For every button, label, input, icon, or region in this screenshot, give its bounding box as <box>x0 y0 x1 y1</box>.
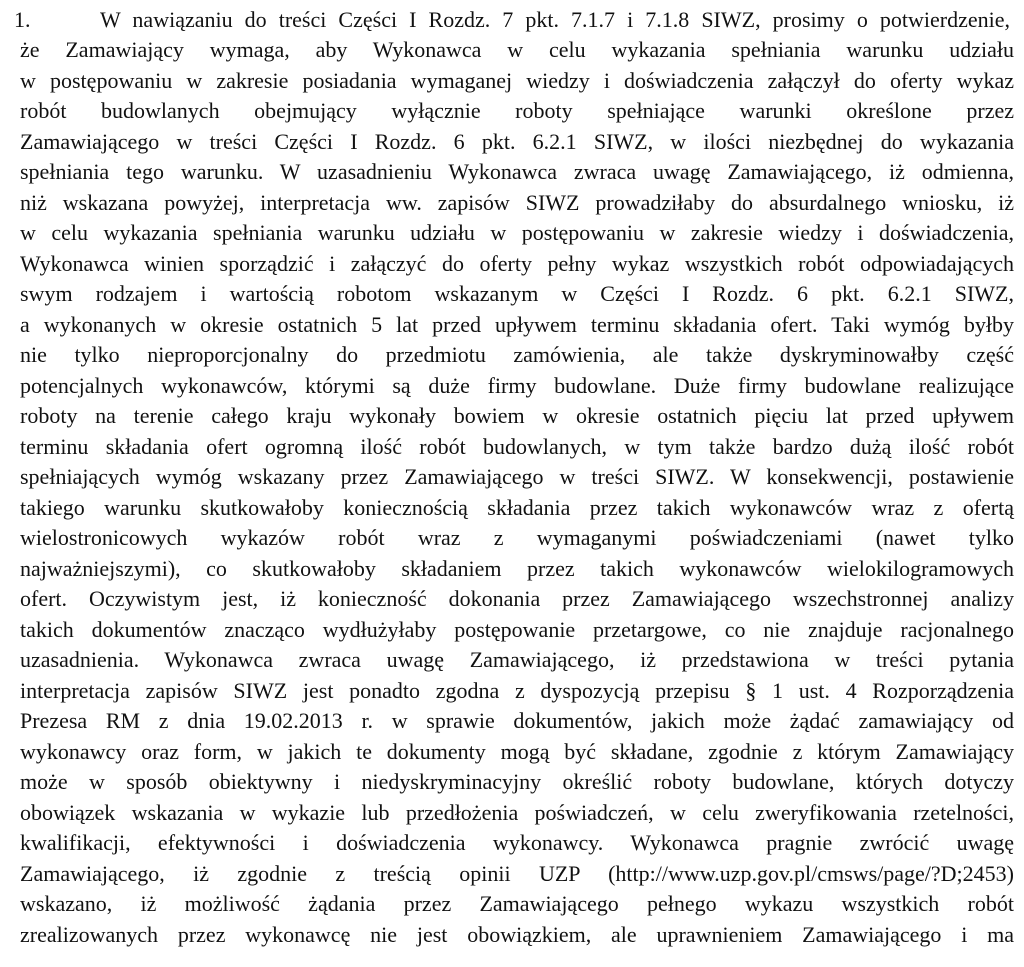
document-line-26: może w sposób obiektywny i niedyskryminacyjny określić roboty budowlane, których dotyczy <box>20 769 1014 794</box>
document-line-14: roboty na terenie całego kraju wykonały bowiem w okresie ostatnich pięciu lat przed upływem <box>20 403 1014 428</box>
document-line-16: spełniających wymóg wskazany przez Zamawiającego w treści SIWZ. W konsekwencji, postawienie <box>20 464 1014 489</box>
document-line-17: takiego warunku skutkowałoby koniecznością składania przez takich wykonawców wraz z ofertą <box>20 495 1014 520</box>
document-line-4: robót budowlanych obejmujący wyłącznie roboty spełniające warunki określone przez <box>20 98 1014 123</box>
document-line-24: Prezesa RM z dnia 19.02.2013 r. w sprawie dokumentów, jakich może żądać zamawiający od <box>20 708 1014 733</box>
document-line-6: spełniania tego warunku. W uzasadnieniu Wykonawca zwraca uwagę Zamawiającego, iż odmienna, <box>20 159 1014 184</box>
document-line-7: niż wskazana powyżej, interpretacja ww. zapisów SIWZ prowadziłaby do absurdalnego wniosku, iż <box>20 190 1014 215</box>
document-line-27: obowiązek wskazania w wykazie lub przedłożenia poświadczeń, w celu zweryfikowania rzetelności, <box>20 800 1014 825</box>
document-line-23: interpretacja zapisów SIWZ jest ponadto zgodna z dyspozycją przepisu § 1 ust. 4 Rozporządzenia <box>20 678 1014 703</box>
document-line-29: Zamawiającego, iż zgodnie z treścią opinii UZP (http://www.uzp.gov.pl/cmsws/page/?D;2453) <box>20 861 1014 886</box>
document-line-21: takich dokumentów znacząco wydłużyłaby postępowanie przetargowe, co nie znajduje racjonalnego <box>20 617 1014 642</box>
document-line-30: wskazano, iż możliwość żądania przez Zamawiającego pełnego wykazu wszystkich robót <box>20 891 1014 916</box>
document-line-20: ofert. Oczywistym jest, iż konieczność dokonania przez Zamawiającego wszechstronnej analizy <box>20 586 1014 611</box>
document-line-8: w celu wykazania spełniania warunku udziału w postępowaniu w zakresie wiedzy i doświadczenia, <box>20 220 1014 245</box>
document-line-5: Zamawiającego w treści Części I Rozdz. 6 pkt. 6.2.1 SIWZ, w ilości niezbędnej do wykazania <box>20 129 1014 154</box>
document-line-31: zrealizowanych przez wykonawcę nie jest obowiązkiem, ale uprawnieniem Zamawiającego i ma <box>20 922 1014 947</box>
document-line-22: uzasadnienia. Wykonawca zwraca uwagę Zamawiającego, iż przedstawiona w treści pytania <box>20 647 1014 672</box>
document-line-10: swym rodzajem i wartością robotom wskazanym w Części I Rozdz. 6 pkt. 6.2.1 SIWZ, <box>20 281 1014 306</box>
document-line-18: wielostronicowych wykazów robót wraz z wymaganymi poświadczeniami (nawet tylko <box>20 525 1014 550</box>
list-item-number: 1. <box>14 7 31 32</box>
document-line-15: terminu składania ofert ogromną ilość robót budowlanych, w tym także bardzo dużą ilość robót <box>20 434 1014 459</box>
document-line-19: najważniejszymi), co skutkowałoby składaniem przez takich wykonawców wielokilogramowych <box>20 556 1014 581</box>
document-line-11: a wykonanych w okresie ostatnich 5 lat przed upływem terminu składania ofert. Taki wymóg byłby <box>20 312 1014 337</box>
document-line-28: kwalifikacji, efektywności i doświadczenia wykonawcy. Wykonawca pragnie zwrócić uwagę <box>20 830 1014 855</box>
document-line-2: że Zamawiający wymaga, aby Wykonawca w celu wykazania spełniania warunku udziału <box>20 37 1014 62</box>
document-line-25: wykonawcy oraz form, w jakich te dokumenty mogą być składane, zgodnie z którym Zamawiający <box>20 739 1014 764</box>
document-line-1: W nawiązaniu do treści Części I Rozdz. 7 pkt. 7.1.7 i 7.1.8 SIWZ, prosimy o potwierdzenie, <box>100 7 1010 32</box>
document-line-13: potencjalnych wykonawców, którymi są duże firmy budowlane. Duże firmy budowlane realizujące <box>20 373 1014 398</box>
document-line-3: w postępowaniu w zakresie posiadania wymaganej wiedzy i doświadczenia załączył do oferty wykaz <box>20 68 1014 93</box>
document-line-12: nie tylko nieproporcjonalny do przedmiotu zamówienia, ale także dyskryminowałby część <box>20 342 1014 367</box>
document-line-9: Wykonawca winien sporządzić i załączyć do oferty pełny wykaz wszystkich robót odpowiadających <box>20 251 1014 276</box>
